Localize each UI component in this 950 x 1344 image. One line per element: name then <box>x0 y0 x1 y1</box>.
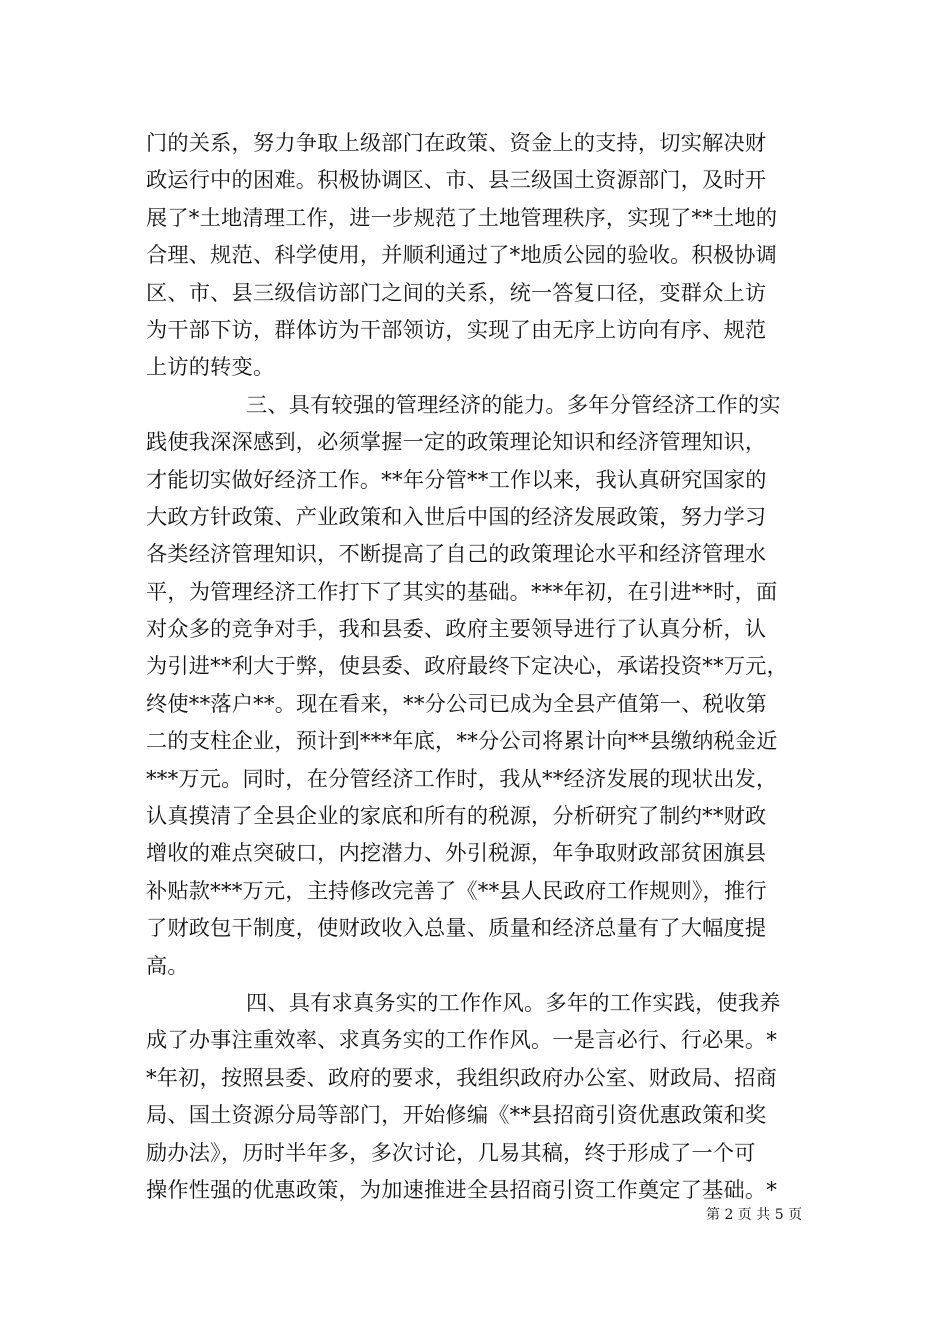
text-line: 平，为管理经济工作打下了其实的基础。***年初，在引进**时，面 <box>146 578 778 604</box>
paragraph-start-line: 四、具有求真务实的工作作风。多年的工作实践，使我养 <box>246 989 781 1015</box>
text-line: *年初，按照县委、政府的要求，我组织政府办公室、财政局、招商 <box>146 1064 778 1090</box>
text-line: 高。 <box>146 952 189 978</box>
text-line: 区、市、县三级信访部门之间的关系，统一答复口径，变群众上访 <box>146 279 767 305</box>
text-line: 二的支柱企业，预计到***年底，**分公司将累计向**县缴纳税金近 <box>146 728 778 754</box>
text-line: 了财政包干制度，使财政收入总量、质量和经济总量有了大幅度提 <box>146 915 767 941</box>
text-line: 门的关系，努力争取上级部门在政策、资金上的支持，切实解决财 <box>146 130 767 155</box>
text-line: 成了办事注重效率、求真务实的工作作风。一是言必行、行必果。* <box>146 1027 778 1053</box>
text-line: 大政方针政策、产业政策和入世后中国的经济发展政策，努力学习 <box>146 503 767 529</box>
text-line: 合理、规范、科学使用，并顺利通过了*地质公园的验收。积极协调 <box>146 242 778 268</box>
text-line: 为干部下访，群体访为干部领访，实现了由无序上访向有序、规范 <box>146 316 767 342</box>
text-line: 励办法》，历时半年多，多次讨论，几易其稿，终于形成了一个可 <box>146 1139 756 1165</box>
text-line: 展了*土地清理工作，进一步规范了土地管理秩序，实现了**土地的 <box>146 204 778 230</box>
text-line: 终使**落户**。现在看来，**分公司已成为全县产值第一、税收第 <box>146 690 767 716</box>
text-line: 局、国土资源分局等部门，开始修编《**县招商引资优惠政策和奖 <box>146 1102 767 1128</box>
page-number: 第 2 页 共 5 页 <box>706 1207 803 1223</box>
text-line: 操作性强的优惠政策，为加速推进全县招商引资工作奠定了基础。* <box>146 1176 778 1202</box>
text-line: 上访的转变。 <box>146 354 275 380</box>
text-line: 践使我深深感到，必须掌握一定的政策理论知识和经济管理知识， <box>146 429 767 455</box>
text-line: 才能切实做好经济工作。**年分管**工作以来，我认真研究国家的 <box>146 466 767 492</box>
text-line: 补贴款***万元，主持修改完善了《**县人民政府工作规则》，推行 <box>146 877 767 903</box>
paragraph-start-line: 三、具有较强的管理经济的能力。多年分管经济工作的实 <box>246 391 781 417</box>
text-line: 对众多的竞争对手，我和县委、政府主要领导进行了认真分析，认 <box>146 616 767 642</box>
text-line: 政运行中的困难。积极协调区、市、县三级国土资源部门，及时开 <box>146 167 767 193</box>
text-line: 认真摸清了全县企业的家底和所有的税源，分析研究了制约**财政 <box>146 803 767 829</box>
text-line: 为引进**利大于弊，使县委、政府最终下定决心，承诺投资**万元， <box>146 653 789 679</box>
text-line: 各类经济管理知识，不断提高了自己的政策理论水平和经济管理水 <box>146 541 767 567</box>
body-text <box>146 124 810 1208</box>
text-line: 增收的难点突破口，内挖潜力、外引税源，年争取财政部贫困旗县 <box>146 840 767 866</box>
text-line: ***万元。同时，在分管经济工作时，我从**经济发展的现状出发， <box>146 765 778 791</box>
